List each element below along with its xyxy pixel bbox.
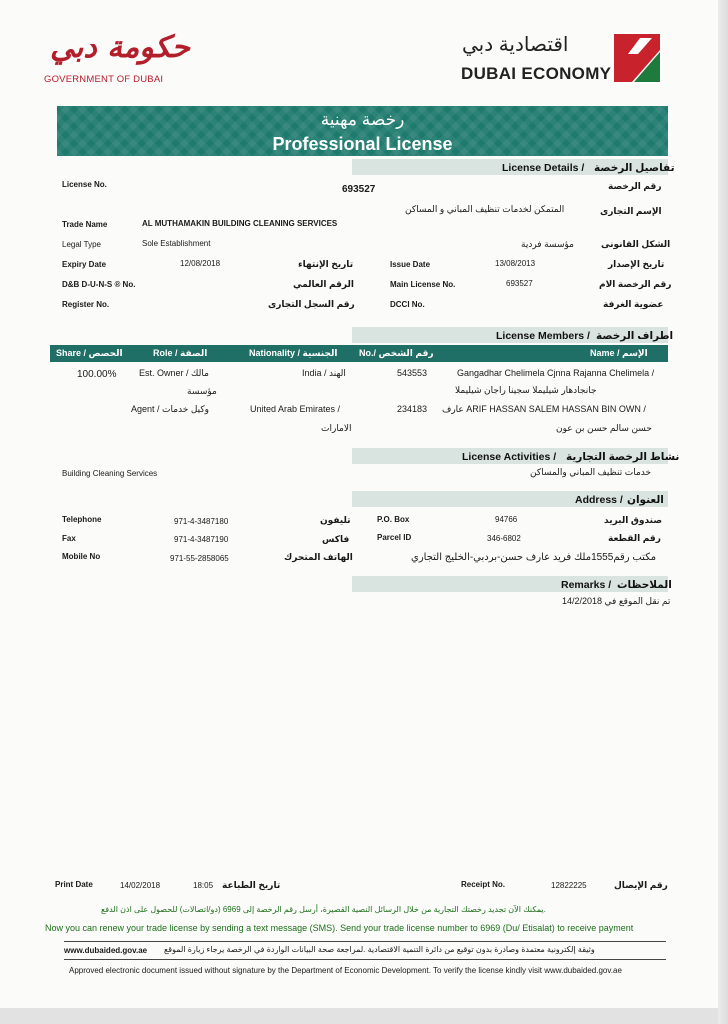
remarks-title-ar: الملاحظات — [617, 579, 672, 591]
fax-label: Fax — [62, 534, 76, 543]
register-no-label-ar: رقم السجل التجارى — [268, 299, 355, 309]
member-nationality: United Arab Emirates / — [250, 404, 341, 414]
legal-type-label-ar: الشكل القانونى — [601, 239, 671, 249]
issue-date-value: 13/08/2013 — [495, 259, 536, 268]
trade-name-value: AL MUTHAMAKIN BUILDING CLEANING SERVICES — [142, 219, 338, 228]
col-share: Share / الحصص — [56, 348, 123, 358]
activity-arabic: خدمات تنظيف المباني والمساكن — [530, 467, 652, 477]
receipt-no-label: Receipt No. — [461, 880, 506, 889]
approved-doc-en: Approved electronic document issued without signature by the Department of Economic Development. To verify the license kindly visit www.dubaided.gov.ae — [69, 966, 622, 975]
mobile-label: Mobile No — [62, 552, 101, 561]
approved-doc-ar: وثيقة إلكترونية معتمدة وصادرة بدون توقيع من دائرة التنمية الاقتصادية .لمراجعة صحة البيانات الواردة في الرخصة يرجاء زيارة الموقع — [164, 945, 595, 954]
license-members-title-en: License Members / — [496, 330, 590, 342]
sms-renewal-ar: يمكنك الآن تجديد رخصتك التجارية من خلال الرسائل النصية القصيرة، أرسل رقم الرخصة إلى 6969 (دو/اتصالات) للحصول على اذن الدفع. — [101, 905, 546, 914]
license-activities-title-ar: نشاط الرخصة التجارية — [566, 451, 680, 463]
dcci-no-label: DCCI No. — [390, 300, 425, 309]
legal-type-label: Legal Type — [62, 240, 101, 249]
members-table-header — [50, 345, 668, 362]
fax-value: 971-4-3487190 — [174, 535, 229, 544]
gov-logo-english: GOVERNMENT OF DUBAI — [44, 74, 164, 85]
license-details-title-en: License Details / — [502, 162, 585, 174]
telephone-value: 971-4-3487180 — [174, 517, 229, 526]
print-time-value: 18:05 — [193, 881, 214, 890]
member-share: 100.00% — [77, 369, 117, 380]
license-no-label-ar: رقم الرخصة — [608, 181, 662, 191]
remarks-text: تم نقل الموقع في 14/2/2018 — [562, 596, 671, 606]
col-nationality: Nationality / الجنسية — [249, 348, 338, 358]
member-person-no: 234183 — [397, 404, 428, 414]
mobile-label-ar: الهاتف المتحرك — [284, 552, 353, 562]
license-details-title-ar: تفاصيل الرخصة — [594, 162, 675, 174]
gov-logo-arabic: حكومة دبي — [50, 30, 190, 65]
parcel-id-label-ar: رقم القطعة — [608, 533, 661, 543]
website-link[interactable]: www.dubaided.gov.ae — [64, 946, 148, 955]
member-name-ar: جانجادهار شيليملا سجينا راجان شيليملا — [455, 385, 597, 395]
expiry-date-label: Expiry Date — [62, 260, 107, 269]
main-license-label-ar: رقم الرخصة الام — [599, 279, 672, 289]
license-no-label: License No. — [62, 180, 107, 189]
po-box-label: P.O. Box — [377, 515, 410, 524]
issue-date-label-ar: تاريخ الإصدار — [608, 259, 665, 269]
print-date-label-ar: تاريخ الطباعة — [222, 880, 281, 890]
dubai-economy-logo — [458, 30, 664, 86]
page-bottom-edge — [0, 1008, 728, 1024]
trade-name-value-ar: المتمكن لخدمات تنظيف المباني و المساكن — [405, 204, 565, 214]
receipt-no-value: 12822225 — [551, 881, 587, 890]
banner-title-arabic: رخصة مهنية — [320, 110, 405, 129]
telephone-label: Telephone — [62, 515, 102, 524]
activity-english: Building Cleaning Services — [62, 469, 158, 478]
parcel-id-value: 346-6802 — [487, 534, 521, 543]
print-date-label: Print Date — [55, 880, 93, 889]
print-date-value: 14/02/2018 — [120, 881, 161, 890]
dubai-economy-emblem-icon — [612, 32, 662, 84]
po-box-label-ar: صندوق البريد — [604, 515, 663, 525]
mobile-value: 971-55-2858065 — [170, 554, 229, 563]
member-name-ar: حسن سالم حسن بن عون — [556, 423, 652, 433]
member-role-ar: مؤسسة — [187, 386, 217, 396]
member-person-no: 543553 — [397, 368, 428, 378]
duns-label: D&B D-U-N-S ® No. — [62, 280, 136, 289]
member-role: Agent / وكيل خدمات — [131, 404, 210, 414]
expiry-date-label-ar: تاريخ الإنتهاء — [298, 259, 354, 269]
address-line-ar: مكتب رقم1555ملك فريد عارف حسن-بردبي-الخليج التجاري — [411, 552, 657, 563]
expiry-date-value: 12/08/2018 — [180, 259, 221, 268]
trade-name-label-ar: الإسم التجارى — [600, 206, 662, 216]
address-title-ar: العنوان — [627, 494, 664, 506]
col-name: Name / الإسم — [590, 348, 648, 358]
member-name: عارف ARIF HASSAN SALEM HASSAN BIN OWN / — [442, 404, 646, 414]
col-role: Role / الصفة — [153, 348, 208, 358]
member-nationality: India / الهند — [302, 368, 346, 378]
address-title-en: Address / — [575, 494, 623, 506]
license-no-value: 693527 — [342, 184, 376, 195]
de-logo-english: DUBAI ECONOMY — [461, 64, 612, 83]
legal-type-value-ar: مؤسسة فردية — [521, 239, 574, 249]
sms-renewal-en: Now you can renew your trade license by sending a text message (SMS). Send your trade license number to 6969 (Du/ Etisalat) to receive payment — [45, 923, 634, 933]
receipt-no-label-ar: رقم الإيصال — [614, 880, 668, 890]
member-name: Gangadhar Chelimela Cjnna Rajanna Chelimela / — [457, 368, 655, 378]
telephone-label-ar: تليفون — [320, 515, 351, 525]
main-license-value: 693527 — [506, 279, 533, 288]
issue-date-label: Issue Date — [390, 260, 431, 269]
dcci-no-label-ar: عضوية الغرفة — [603, 299, 664, 309]
license-activities-title-en: License Activities / — [462, 451, 557, 463]
trade-name-label: Trade Name — [62, 220, 108, 229]
member-nationality-ar: الامارات — [321, 423, 352, 433]
license-title-banner — [57, 106, 668, 156]
banner-title-english: Professional License — [272, 134, 453, 154]
parcel-id-label: Parcel ID — [377, 533, 412, 542]
main-license-label: Main License No. — [390, 280, 456, 289]
footer-divider-bottom — [64, 959, 666, 960]
col-person-no: No./ رقم الشخص — [359, 348, 434, 358]
member-role: Est. Owner / مالك — [139, 368, 209, 378]
footer-divider-top — [64, 941, 666, 942]
government-of-dubai-logo — [42, 30, 190, 88]
fax-label-ar: فاكس — [322, 534, 350, 544]
duns-label-ar: الرقم العالمي — [293, 279, 354, 289]
page-right-edge — [718, 0, 728, 1024]
license-members-title-ar: اطراف الرخصة — [596, 330, 674, 342]
register-no-label: Register No. — [62, 300, 110, 309]
de-logo-arabic: اقتصادية دبي — [462, 34, 569, 56]
legal-type-value: Sole Establishment — [142, 239, 211, 248]
po-box-value: 94766 — [495, 515, 518, 524]
remarks-title-en: Remarks / — [561, 579, 612, 591]
